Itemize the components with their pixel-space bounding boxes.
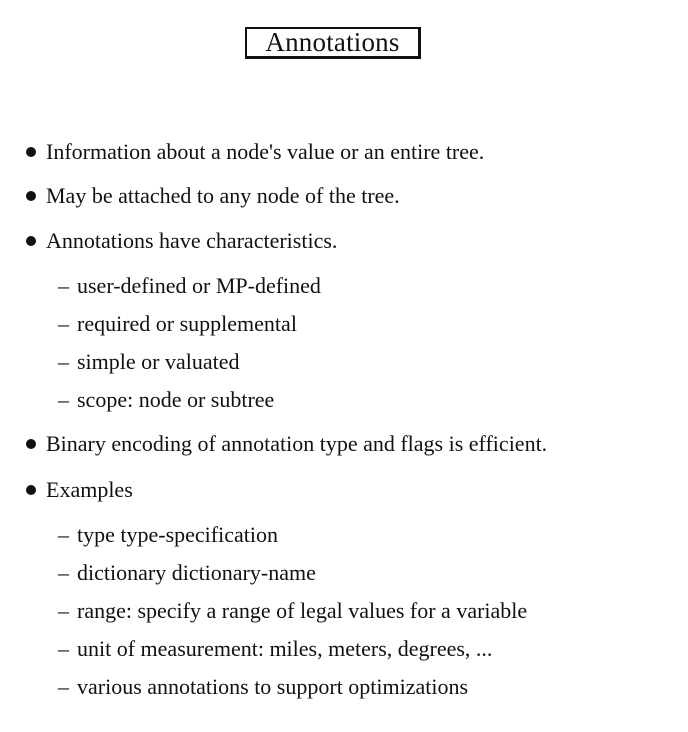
sub-item-text: type type-specification — [77, 522, 278, 547]
dash-icon: – — [58, 349, 69, 374]
sub-list-item — [58, 272, 321, 300]
sub-item-text: various annotations to support optimizations — [77, 674, 469, 699]
dash-icon: – — [58, 311, 69, 336]
bullet-icon — [26, 439, 36, 449]
sub-item-text: dictionary dictionary-name — [77, 560, 316, 585]
bullet-item — [26, 227, 337, 255]
sub-list-item — [58, 521, 278, 549]
bullet-text: May be attached to any node of the tree. — [46, 183, 400, 208]
bullet-item — [26, 182, 400, 210]
bullet-text: Binary encoding of annotation type and flags is efficient. — [46, 431, 548, 456]
title-box — [245, 27, 421, 59]
sub-item-text: user-defined or MP-defined — [77, 273, 321, 298]
bullet-item — [26, 430, 547, 458]
bullet-icon — [26, 191, 36, 201]
bullet-item — [26, 476, 133, 504]
page-title: Annotations — [265, 27, 400, 57]
dash-icon: – — [58, 560, 69, 585]
bullet-text: Annotations have characteristics. — [46, 228, 338, 253]
sub-list-item — [58, 559, 316, 587]
sub-list-item — [58, 310, 297, 338]
sub-list-item — [58, 597, 527, 625]
sub-item-text: range: specify a range of legal values for a variable — [77, 598, 528, 623]
sub-item-text: scope: node or subtree — [77, 387, 275, 412]
sub-list-item — [58, 348, 240, 376]
bullet-text: Examples — [46, 477, 133, 502]
sub-item-text: simple or valuated — [77, 349, 240, 374]
bullet-icon — [26, 485, 36, 495]
sub-list-item — [58, 635, 492, 663]
dash-icon: – — [58, 674, 69, 699]
dash-icon: – — [58, 273, 69, 298]
dash-icon: – — [58, 387, 69, 412]
bullet-text: Information about a node's value or an entire tree. — [46, 139, 485, 164]
sub-list-item — [58, 673, 468, 701]
dash-icon: – — [58, 598, 69, 623]
sub-item-text: required or supplemental — [77, 311, 297, 336]
sub-item-text: unit of measurement: miles, meters, degrees, ... — [77, 636, 493, 661]
bullet-item — [26, 138, 484, 166]
bullet-icon — [26, 147, 36, 157]
dash-icon: – — [58, 522, 69, 547]
bullet-icon — [26, 236, 36, 246]
sub-list-item — [58, 386, 274, 414]
dash-icon: – — [58, 636, 69, 661]
